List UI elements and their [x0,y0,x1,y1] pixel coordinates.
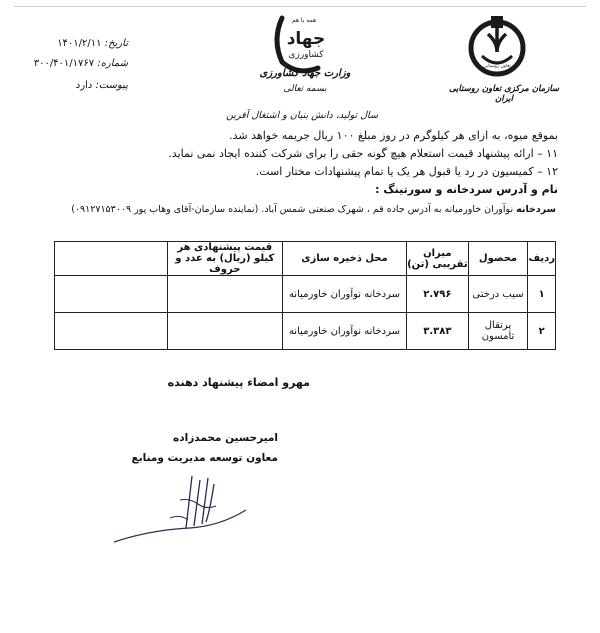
cell-words[interactable] [55,313,168,350]
table-row [55,313,556,350]
year-motto: سال تولید، دانش بنیان و اشتغال آفرین [226,110,378,121]
rural-cooperative-logo [456,12,538,82]
number-label: شماره: [97,58,128,69]
body-line-1: بموقع میوه، به ازای هر کیلوگرم در روز مبلغ ۱۰۰ ریال جریمه خواهد شد. [229,129,558,142]
header-quantity: میزان تقریبی (تن) [407,242,469,276]
header-storage: محل ذخیره سازی [282,242,406,276]
table-header-row [55,242,556,276]
header-words [55,242,168,276]
header-product: محصول [468,242,528,276]
number-line [18,58,128,69]
cell-price[interactable] [167,313,282,350]
date-label: تاریخ: [104,38,128,49]
cell-price[interactable] [167,276,282,313]
cell-storage: سردخانه نوآوران خاورمیانه [282,313,406,350]
cell-quantity: ۳.۳۸۳ [407,313,469,350]
basmala: بسمه تعالی [283,84,327,94]
cell-index: ۲ [528,313,556,350]
signer-name: امیرحسین محمدزاده [173,432,278,444]
date-value: ۱۴۰۱/۲/۱۱ [57,38,102,49]
cell-index: ۱ [528,276,556,313]
header-index: ردیف [528,242,556,276]
cell-storage: سردخانه نوآوران خاورمیانه [282,276,406,313]
logo-small-text: همه با هم [291,17,317,24]
date-line [18,38,128,49]
cell-product: سیب درختی [468,276,528,313]
logo-big-text: جهاد [286,29,326,49]
offers-table [54,241,556,350]
signature-title: مهرو امضاء پیشنهاد دهنده [167,376,310,389]
section-title: نام و آدرس سردخانه و سورتینگ : [375,183,558,196]
address-text: نوآوران خاورمیانه به آدرس جاده قم ، شهرک صنعتی شمس آباد. (نماینده سازمان-آقای وهاب پور ۰۹۱۲۷۱۵۳۰۰۹) [71,204,514,215]
cell-quantity: ۲.۷۹۶ [407,276,469,313]
logo-ring-text: تعاون روستایی [483,64,511,69]
cell-product: پرتقال تامسون [468,313,528,350]
address-bold: سردخانه [516,204,556,215]
body-line-3: ۱۲ – کمیسیون در رد یا قبول هر یک یا تمام پیشنهادات مختار است. [255,165,558,178]
attachment-value: دارد [75,80,93,91]
handwritten-signature [110,470,250,550]
attachment-line [18,80,128,91]
signer-position: معاون توسعه مدیریت ومنابع [131,452,278,464]
org-name: سازمان مرکزی تعاون روستایی ایران [448,84,560,104]
table-row [55,276,556,313]
number-value: ۳۰۰/۴۰۱/۱۷۶۷ [33,58,95,69]
logo-sub-text: کشاورزی [288,50,324,60]
header-price: قیمت پیشنهادی هر کیلو (ریال) به عدد و حروف [167,242,282,276]
attachment-label: پیوست: [95,80,128,91]
top-border [14,6,586,7]
ministry-name: وزارت جهاد کشاورزی [259,68,351,79]
cell-words[interactable] [55,276,168,313]
address-line [36,204,556,215]
body-line-2: ۱۱ – ارائه پیشنهاد قیمت استعلام هیچ گونه حقی را برای شرکت کننده ایجاد نمی نماید. [168,147,558,160]
